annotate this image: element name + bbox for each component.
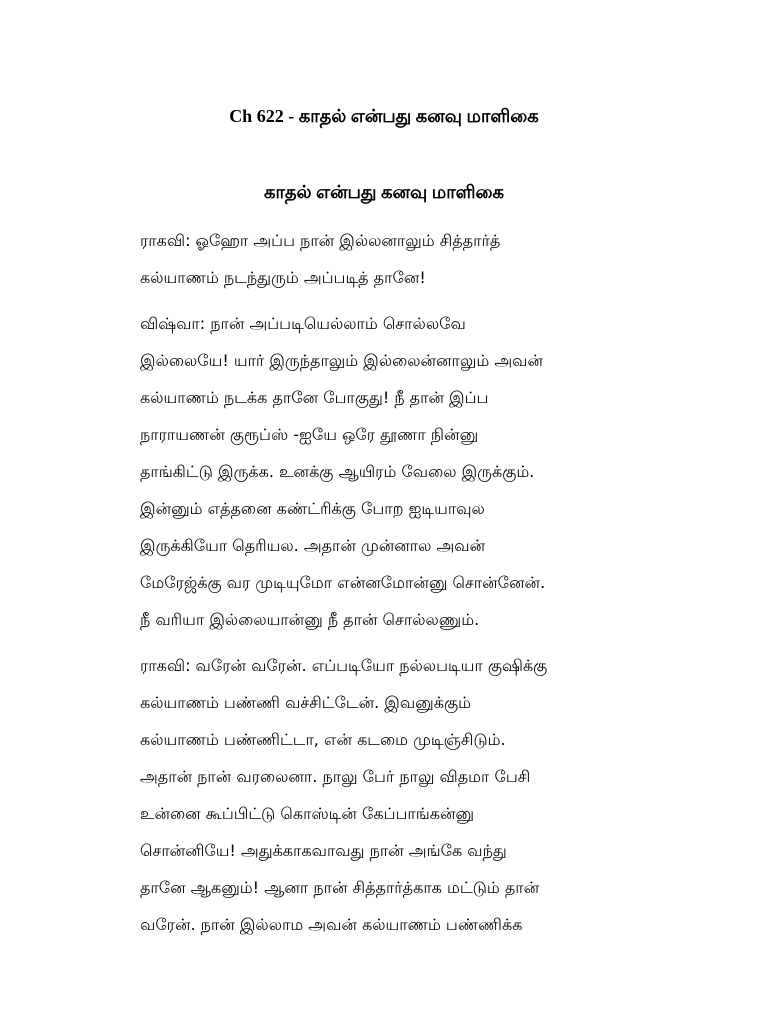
text-line: இருக்கியோ தெரியல. அதான் முன்னால அவன் bbox=[140, 536, 486, 555]
text-line: வரேன். நான் இல்லாம அவன் கல்யாணம் பண்ணிக்க bbox=[140, 915, 523, 934]
chapter-title: Ch 622 - காதல் என்பது கனவு மாளிகை bbox=[229, 106, 539, 126]
text-line: ராகவி: ஓஹோ அப்ப நான் இல்லனாலும் சித்தார்த் bbox=[140, 231, 501, 250]
text-line: உன்னை கூப்பிட்டு கொஸ்டின் கேப்பாங்கன்னு bbox=[140, 804, 475, 823]
paragraph-3 bbox=[140, 647, 640, 943]
text-line: நாராயணன் குரூப்ஸ் -ஐயே ஒரே தூணா நின்னு bbox=[140, 425, 479, 444]
text-line: கல்யாணம் பண்ணிட்டா, என் கடமை முடிஞ்சிடும். bbox=[140, 730, 506, 749]
document-body bbox=[140, 222, 640, 952]
text-line: அதான் நான் வரலைனா. நாலு பேர் நாலு விதமா பேசி bbox=[140, 767, 531, 786]
text-line: தாங்கிட்டு இருக்க. உனக்கு ஆயிரம் வேலை இருக்கும். bbox=[140, 462, 535, 481]
text-line: கல்யாணம் நடந்துரும் அப்படித் தானே! bbox=[140, 268, 426, 287]
text-line: இன்னும் எத்தனை கண்ட்ரிக்கு போற ஐடியாவுல bbox=[140, 499, 485, 518]
paragraph-1 bbox=[140, 222, 640, 296]
text-line: தானே ஆகனும்! ஆனா நான் சித்தார்த்காக மட்டும் தான் bbox=[140, 878, 540, 897]
text-line: ராகவி: வரேன் வரேன். எப்படியோ நல்லபடியா குஷிக்கு bbox=[140, 656, 548, 675]
text-line: மேரேஜ்க்கு வர முடியுமோ என்னமோன்னு சொன்னேன். bbox=[140, 573, 546, 592]
subtitle: காதல் என்பது கனவு மாளிகை bbox=[263, 182, 505, 202]
paragraph-2 bbox=[140, 305, 640, 638]
text-line: இல்லையே! யார் இருந்தாலும் இல்லைன்னாலும் அவன் bbox=[140, 351, 543, 370]
text-line: விஷ்வா: நான் அப்படியெல்லாம் சொல்லவே bbox=[140, 314, 466, 333]
text-line: சொன்னியே! அதுக்காகவாவது நான் அங்கே வந்து bbox=[140, 841, 507, 860]
text-line: கல்யாணம் பண்ணி வச்சிட்டேன். இவனுக்கும் bbox=[140, 693, 471, 712]
text-line: கல்யாணம் நடக்க தானே போகுது! நீ தான் இப்ப bbox=[140, 388, 489, 407]
text-line: நீ வரியா இல்லையான்னு நீ தான் சொல்லணும். bbox=[140, 610, 480, 629]
